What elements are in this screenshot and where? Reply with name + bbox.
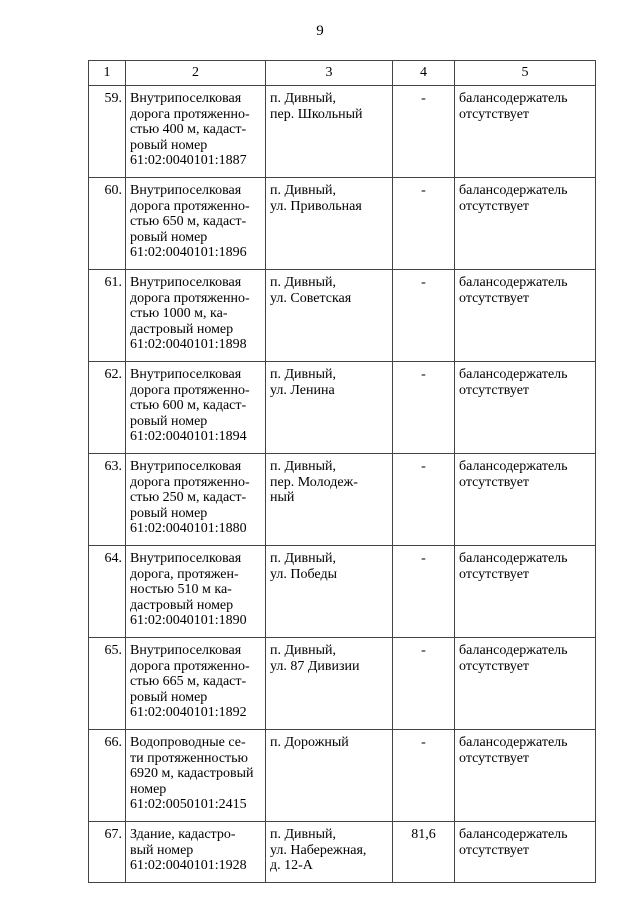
row-number: 59. [89, 86, 126, 178]
column-header-4: 4 [393, 61, 455, 86]
balance-holder: балансодержатель отсутствует [455, 178, 596, 270]
balance-holder: балансодержатель отсутствует [455, 270, 596, 362]
balance-holder: балансодержатель отсутствует [455, 362, 596, 454]
balance-holder: балансодержатель отсутствует [455, 454, 596, 546]
object-area: - [393, 270, 455, 362]
table-row [89, 730, 596, 822]
row-number: 65. [89, 638, 126, 730]
object-description: Внутрипоселковая дорога протяженно- стью 1000 м, ка- дастровый номер 61:02:0040101:1898 [126, 270, 266, 362]
row-number: 66. [89, 730, 126, 822]
row-number: 67. [89, 822, 126, 883]
object-description: Внутрипоселковая дорога протяженно- стью 250 м, кадаст- ровый номер 61:02:0040101:1880 [126, 454, 266, 546]
object-address: п. Дивный, ул. Советская [266, 270, 393, 362]
table-row [89, 822, 596, 883]
table-row [89, 638, 596, 730]
page-number: 9 [316, 23, 324, 39]
object-address: п. Дивный, ул. Победы [266, 546, 393, 638]
column-header-5: 5 [455, 61, 596, 86]
table-row [89, 454, 596, 546]
balance-holder: балансодержатель отсутствует [455, 546, 596, 638]
object-area: - [393, 546, 455, 638]
table-header-row [89, 61, 596, 86]
row-number: 62. [89, 362, 126, 454]
object-description: Внутрипоселковая дорога протяженно- стью 665 м, кадаст- ровый номер 61:02:0040101:1892 [126, 638, 266, 730]
row-number: 63. [89, 454, 126, 546]
table-row [89, 178, 596, 270]
table-row [89, 270, 596, 362]
row-number: 61. [89, 270, 126, 362]
object-description: Здание, кадастро- вый номер 61:02:0040101:1928 [126, 822, 266, 883]
object-area: - [393, 730, 455, 822]
object-area: - [393, 454, 455, 546]
balance-holder: балансодержатель отсутствует [455, 730, 596, 822]
object-area: - [393, 86, 455, 178]
column-header-1: 1 [89, 61, 126, 86]
object-address: п. Дивный, пер. Молодеж- ный [266, 454, 393, 546]
row-number: 64. [89, 546, 126, 638]
object-address: п. Дивный, ул. 87 Дивизии [266, 638, 393, 730]
balance-holder: балансодержатель отсутствует [455, 822, 596, 883]
table-row [89, 546, 596, 638]
object-description: Внутрипоселковая дорога, протяжен- ностью 510 м ка- дастровый номер 61:02:0040101:1890 [126, 546, 266, 638]
object-address: п. Дивный, ул. Набережная, д. 12-А [266, 822, 393, 883]
balance-holder: балансодержатель отсутствует [455, 86, 596, 178]
object-address: п. Дивный, ул. Привольная [266, 178, 393, 270]
table-row [89, 86, 596, 178]
object-area: - [393, 362, 455, 454]
object-description: Внутрипоселковая дорога протяженно- стью 650 м, кадаст- ровый номер 61:02:0040101:1896 [126, 178, 266, 270]
object-description: Внутрипоселковая дорога протяженно- стью 400 м, кадаст- ровый номер 61:02:0040101:1887 [126, 86, 266, 178]
object-description: Внутрипоселковая дорога протяженно- стью 600 м, кадаст- ровый номер 61:02:0040101:1894 [126, 362, 266, 454]
object-description: Водопроводные се- ти протяженностью 6920 м, кадастровый номер 61:02:0050101:2415 [126, 730, 266, 822]
object-address: п. Дивный, пер. Школьный [266, 86, 393, 178]
object-address: п. Дивный, ул. Ленина [266, 362, 393, 454]
column-header-2: 2 [126, 61, 266, 86]
object-area: - [393, 638, 455, 730]
object-address: п. Дорожный [266, 730, 393, 822]
table-row [89, 362, 596, 454]
balance-holder: балансодержатель отсутствует [455, 638, 596, 730]
row-number: 60. [89, 178, 126, 270]
property-registry-table [88, 60, 596, 883]
column-header-3: 3 [266, 61, 393, 86]
object-area: 81,6 [393, 822, 455, 883]
object-area: - [393, 178, 455, 270]
